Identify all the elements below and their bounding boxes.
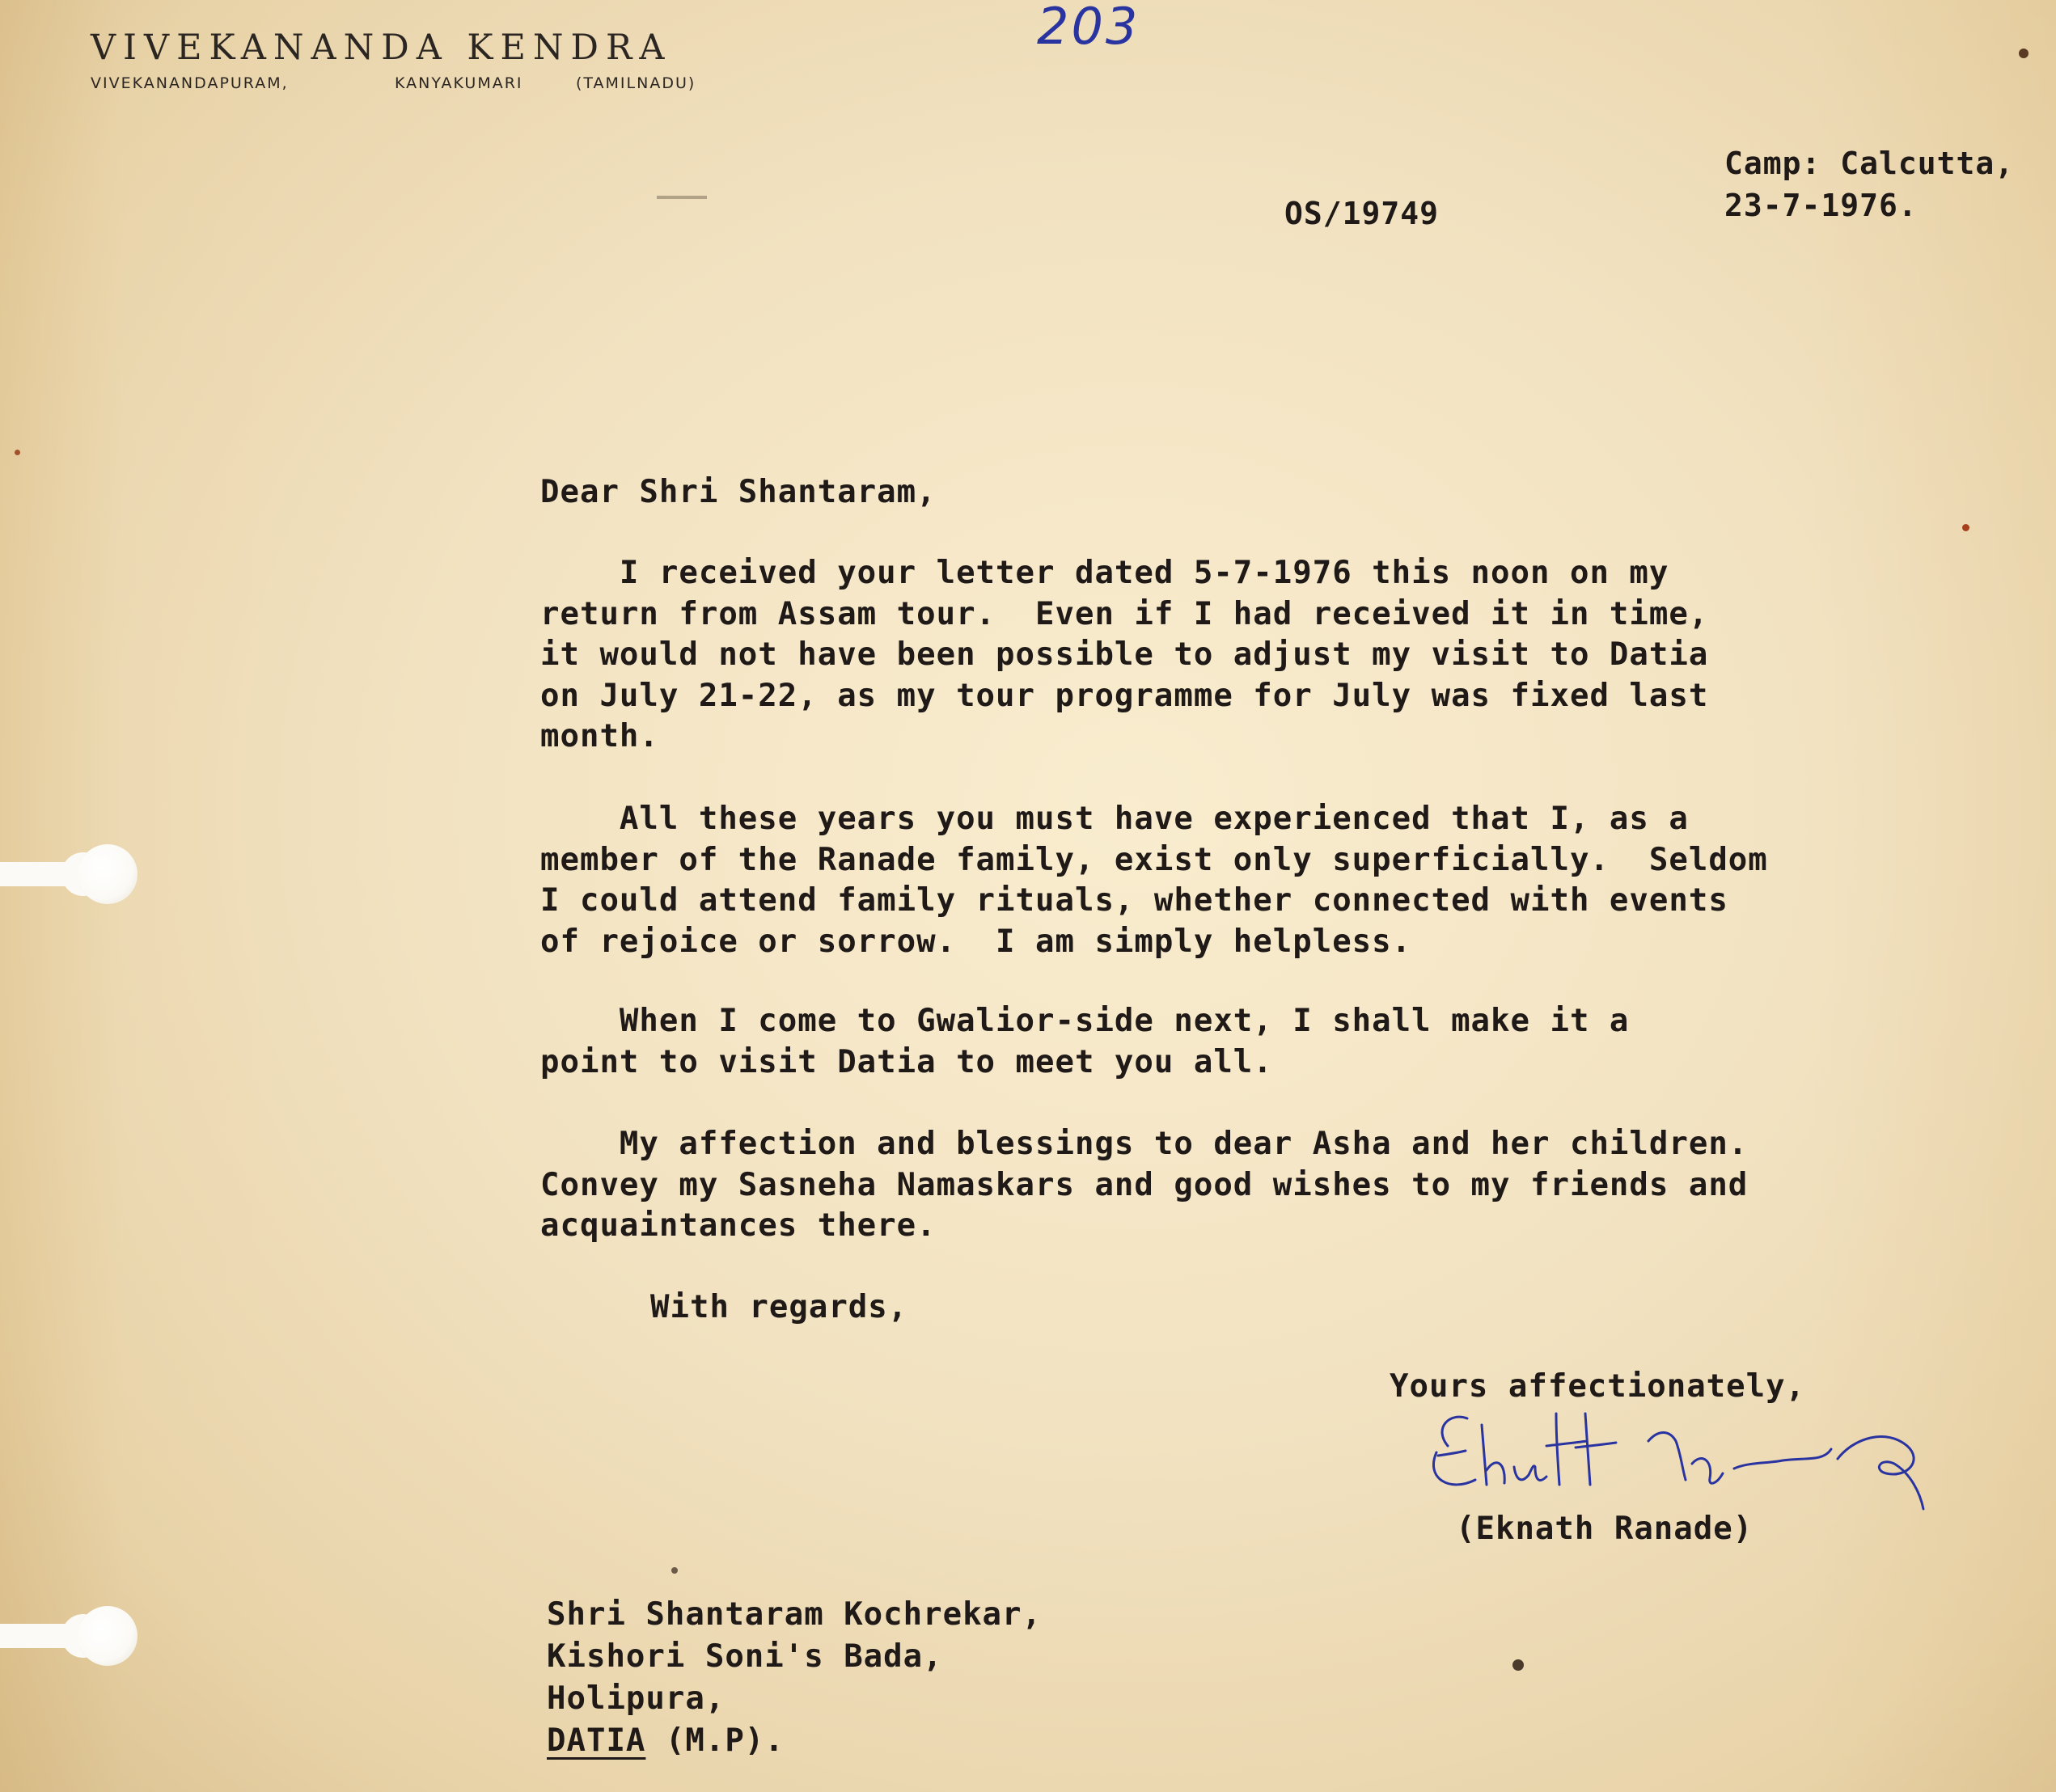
paragraph-line: Convey my Sasneha Namaskars and good wishes to my friends and [540,1166,1749,1203]
salutation: Dear Shri Shantaram, [540,474,937,510]
paragraph-line: I received your letter dated 5-7-1976 this noon on my [540,555,1669,591]
paragraph-4 [540,1124,1915,1247]
paragraph-line: on July 21-22, as my tour programme for July was fixed last [540,677,1709,714]
paragraph-line: I could attend family rituals, whether connected with events [540,882,1728,919]
closing: Yours affectionately, [1390,1368,1806,1405]
paper-speck [1512,1659,1524,1671]
recipient-name: Shri Shantaram Kochrekar, [547,1596,1042,1633]
paper-speck [1962,524,1969,531]
punch-hole-bottom [78,1606,137,1666]
paragraph-line: return from Assam tour. Even if I had received it in time, [540,595,1709,632]
punch-hole-top [78,844,137,904]
paragraph-2 [540,799,1915,962]
paragraph-line: of rejoice or sorrow. I am simply helpless. [540,923,1412,960]
regards: With regards, [650,1289,908,1325]
paragraph-line: acquaintances there. [540,1207,937,1244]
recipient-state: (M.P). [645,1722,785,1759]
handwritten-signature [1417,1389,1967,1511]
letterhead-address-state: (TAMILNADU) [576,74,696,92]
letter-date: 23-7-1976. [1724,188,1918,223]
divider-mark [657,196,707,199]
paragraph-line: it would not have been possible to adjust my visit to Datia [540,636,1709,673]
signatory-name: (Eknath Ranade) [1456,1511,1754,1547]
reference-number: OS/19749 [1284,196,1440,231]
recipient-city: DATIA [547,1722,646,1759]
recipient-address-line2: Holipura, [547,1680,726,1717]
paragraph-line: When I come to Gwalior-side next, I shall make it a [540,1003,1630,1039]
letterhead-address-district: KANYAKUMARI [395,74,523,92]
paragraph-line: member of the Ranade family, exist only superficially. Seldom [540,841,1768,878]
paper-speck [15,450,20,455]
paragraph-line: point to visit Datia to meet you all. [540,1043,1273,1080]
page-number: 203 [1037,0,1140,56]
paragraph-line: All these years you must have experienced that I, as a [540,801,1689,837]
recipient-address-line1: Kishori Soni's Bada, [547,1638,943,1675]
camp-location: Camp: Calcutta, [1724,146,2015,181]
letterhead-address-place: VIVEKANANDAPURAM, [91,74,289,92]
paper-speck [671,1567,678,1574]
paragraph-line: month. [540,718,659,754]
paragraph-1 [540,553,1915,758]
recipient-city-line [547,1721,785,1762]
paragraph-line: My affection and blessings to dear Asha and her children. [540,1126,1749,1162]
letterhead-organization: VIVEKANANDA KENDRA [91,27,672,68]
paper-speck [2019,49,2029,58]
paragraph-3 [540,1001,1915,1083]
